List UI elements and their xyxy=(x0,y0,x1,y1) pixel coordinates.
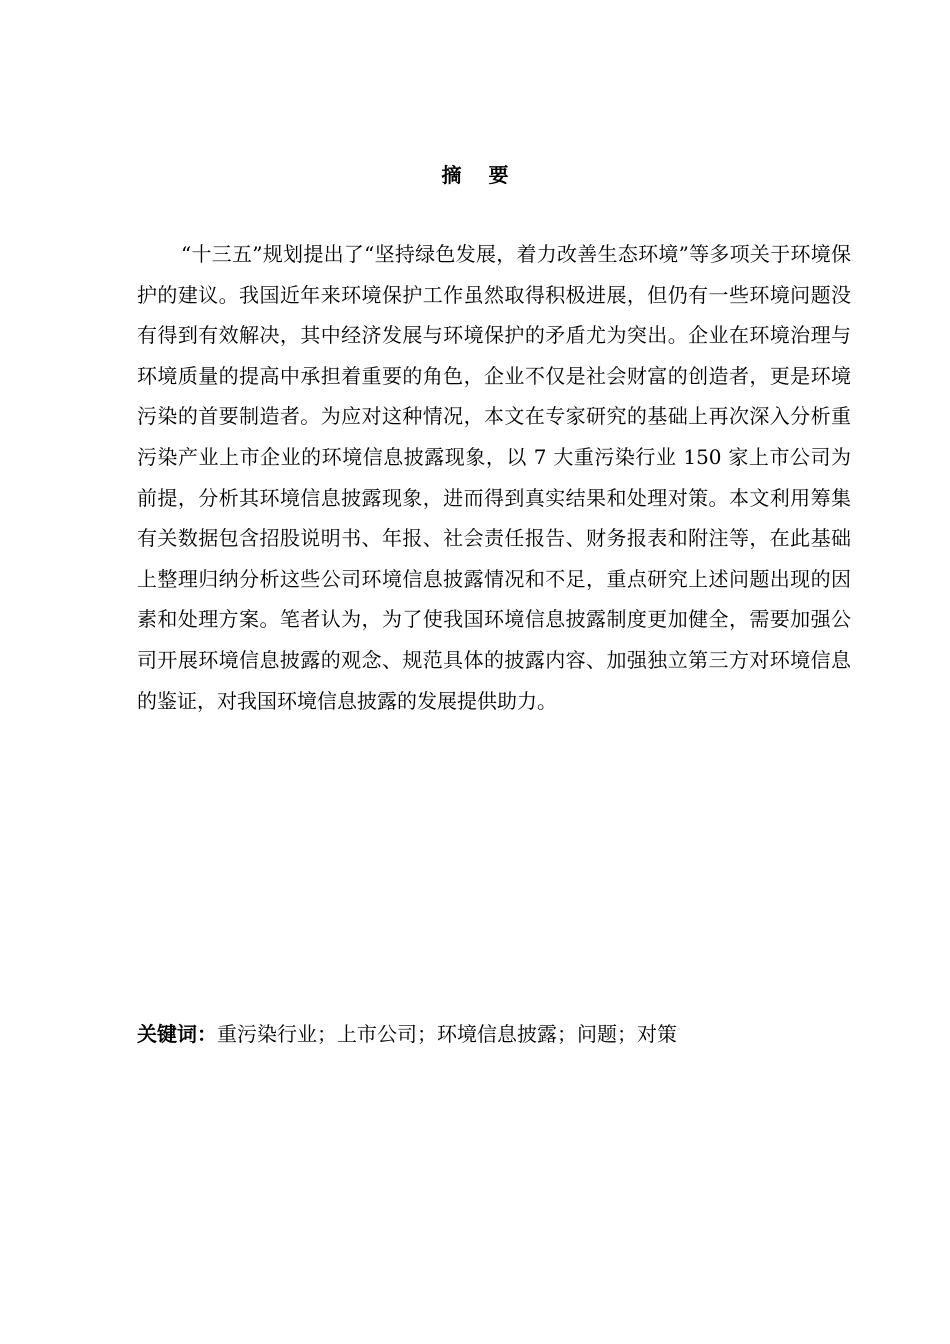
abstract-paragraph: “十三五”规划提出了“坚持绿色发展，着力改善生态环境”等多项关于环境保护的建议。我国近年来环境保护工作虽然取得积极进展，但仍有一些环境问题没有得到有效解决，其中经济发展与环境保护的矛盾尤为突出。企业在环境治理与环境质量的提高中承担着重要的角色，企业不仅是社会财富的创造者，更是环境污染的首要制造者。为应对这种情况，本文在专家研究的基础上再次深入分析重污染产业上市企业的环境信息披露现象，以 7 大重污染行业 150 家上市公司为前提，分析其环境信息披露现象，进而得到真实结果和处理对策。本文利用筹集有关数据包含招股说明书、年报、社会责任报告、财务报表和附注等，在此基础上整理归纳分析这些公司环境信息披露情况和不足，重点研究上述问题出现的因素和处理方案。笔者认为，为了使我国环境信息披露制度更加健全，需要加强公司开展环境信息披露的观念、规范具体的披露内容、加强独立第三方对环境信息的鉴证，对我国环境信息披露的发展提供助力。 xyxy=(137,242,851,713)
abstract-heading: 摘 要 xyxy=(441,163,519,187)
keywords-line xyxy=(137,1014,851,1054)
keywords-label: 关键词： xyxy=(137,1022,217,1046)
keywords-list: 重污染行业；上市公司；环境信息披露；问题；对策 xyxy=(217,1022,677,1046)
